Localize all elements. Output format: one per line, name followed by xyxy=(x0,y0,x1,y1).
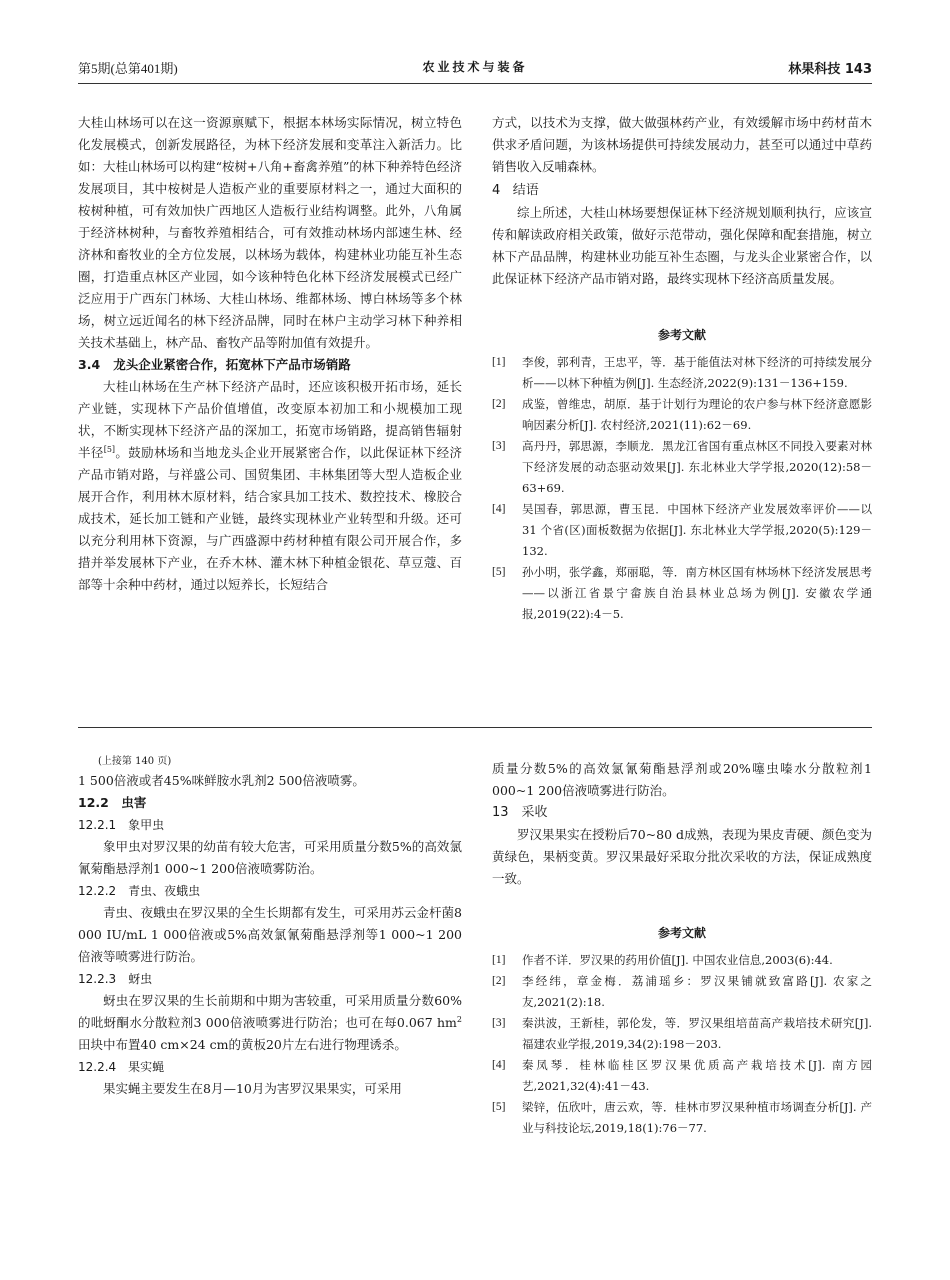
header-rule xyxy=(78,83,872,84)
paragraph: 1 500倍液或者45%咪鲜胺水乳剂2 500倍液喷雾。 xyxy=(78,773,365,788)
paragraph: 综上所述，大桂山林场要想保证林下经济规划顺利执行，应该宣传和解读政府相关政策，做好示范带动，强化保障和配套措施，树立林下产品品牌，构建林业功能互补生态圈，与龙头企业紧密合作，以此保证林下经济产品市销对路，最终实现林下经济高质量发展。 xyxy=(492,205,872,286)
paragraph: 大桂山林场可以在这一资源禀赋下，根据本林场实际情况，树立特色化发展模式，创新发展路径，为林下经济发展和变革注入新活力。比如：大桂山林场可以构建“桉树+八角+畜禽养殖”的林下种养特色经济发展项目，其中桉树是人造板产业的重要原材料之一，通过大面积的桉树种植，可有效加快广西地区人造板行业结构调整。此外，八角属于经济林树种，与畜牧养殖相结合，可有效推动林场内部速生林、经济林和畜牧业的全方位发展，以林场为载体，构建林业功能互补生态圈，打造重点林区产业园，如今该种特色化林下经济发展模式已经广泛应用于广西东门林场、大桂山林场、维都林场、博白林场等多个林场，树立远近闻名的林下经济品牌，同时在林户主动学习林下种养相关技术基础上，林产品、畜牧产品等附加值有效提升。 xyxy=(78,115,462,350)
section-page xyxy=(788,58,872,77)
section-heading-4: 4 结语 xyxy=(492,183,539,198)
top-left-column xyxy=(78,112,462,596)
reference-item: [4] 吴国春，郭思源，曹玉昆．中国林下经济产业发展效率评价——以 31 个省(区)面板数据为依据[J]. 东北林业大学学报,2020(5):129－132. xyxy=(492,502,872,558)
subsection-heading: 12.2.2 青虫、夜蛾虫 xyxy=(78,884,201,898)
section-name: 林果科技 xyxy=(788,62,841,77)
bottom-right-column xyxy=(492,758,872,1139)
reference-item: [5] 孙小明，张学鑫，郑丽聪，等．南方林区国有林场林下经济发展思考——以浙江省景宁畲族自治县林业总场为例[J]. 安徽农学通报,2019(22):4－5. xyxy=(492,565,872,621)
subsection-heading: 12.2.1 象甲虫 xyxy=(78,818,165,832)
paragraph: 蚜虫在罗汉果的生长前期和中期为害较重，可采用质量分数60%的吡蚜酮水分散粒剂3 000倍液喷雾进行防治；也可在每0.067 $hm^2$田块中布置40 cm×24 cm的黄板20片左右进行物理诱杀。 xyxy=(78,993,462,1052)
section-heading-3-4: 3.4 龙头企业紧密合作，拓宽林下产品市场销路 xyxy=(78,357,351,372)
citation: [5] xyxy=(103,444,116,454)
section-heading-13: 13 采收 xyxy=(492,805,548,820)
bottom-left-column xyxy=(78,754,462,1100)
subsection-heading: 12.2.4 果实蝇 xyxy=(78,1060,165,1074)
continued-note: (上接第 140 页) xyxy=(98,756,172,767)
paragraph: 果实蝇主要发生在8月—10月为害罗汉果果实，可采用 xyxy=(103,1081,402,1096)
section-heading-12-2: 12.2 虫害 xyxy=(78,795,147,810)
paragraph: 方式，以技术为支撑，做大做强林药产业，有效缓解市场中药材苗木供求矛盾问题，为该林场提供可持续发展动力，甚至可以通过中草药销售收入反哺森林。 xyxy=(492,115,872,174)
reference-item: [1] 李俊，郭利青，王忠平，等．基于能值法对林下经济的可持续发展分析——以林下种植为例[J]. 生态经济,2022(9):131－136+159. xyxy=(492,355,872,390)
article-divider xyxy=(78,727,872,728)
references-title: 参考文献 xyxy=(657,926,706,940)
reference-item: [1] 作者不详．罗汉果的药用价值[J]. 中国农业信息,2003(6):44. xyxy=(492,953,833,967)
running-header xyxy=(78,58,872,82)
top-right-column xyxy=(492,112,872,625)
references-title: 参考文献 xyxy=(657,328,706,342)
paragraph: 罗汉果果实在授粉后70~80 d成熟，表现为果皮青硬、颜色变为黄绿色，果柄变黄。罗汉果最好采取分批次采收的方法，保证成熟度一致。 xyxy=(492,827,872,886)
reference-item: [4] 秦凤琴．桂林临桂区罗汉果优质高产栽培技术[J]. 南方园艺,2021,32(4):41－43. xyxy=(492,1058,872,1093)
reference-item: [3] 高丹丹，郭思源，李顺龙．黑龙江省国有重点林区不同投入要素对林下经济发展的动态驱动效果[J]. 东北林业大学学报,2020(12):58－63+69. xyxy=(492,439,872,495)
reference-item: [2] 成鉴，曾维忠，胡原．基于计划行为理论的农户参与林下经济意愿影响因素分析[J]. 农村经济,2021(11):62－69. xyxy=(492,397,872,432)
paragraph: 大桂山林场在生产林下经济产品时，还应该积极开拓市场，延长产业链，实现林下产品价值增值，改变原本初加工和小规模加工现状，不断实现林下经济产品的深加工，拓宽市场销路，提高销售辐射半径[5]。鼓励林场和当地龙头企业开展紧密合作，以此保证林下经济产品市销对路，与祥盛公司、国贸集团、丰林集团等大型人造板企业展开合作，利用林木原材料，结合家具加工技术、数控技术、橡胶合成技术，延长加工链和产业链，最终实现林业产业转型和升级。还可以充分利用林下资源，与广西盛源中药材种植有限公司开展合作，多措并举发展林下产业，在乔木林、灌木林下种植金银花、草豆蔻、百部等十余种中药材，通过以短养长，长短结合 xyxy=(78,379,462,592)
paragraph: 质量分数5%的高效氯氰菊酯悬浮剂或20%噻虫嗪水分散粒剂1 000~1 200倍液喷雾进行防治。 xyxy=(492,761,872,798)
paragraph: 象甲虫对罗汉果的幼苗有较大危害，可采用质量分数5%的高效氯氰菊酯悬浮剂1 000~1 200倍液喷雾防治。 xyxy=(78,839,462,876)
reference-list xyxy=(492,950,872,1139)
journal-name: 农业技术与装备 xyxy=(422,60,528,74)
page-number: 143 xyxy=(844,62,872,77)
paragraph: 青虫、夜蛾虫在罗汉果的全生长期都有发生，可采用苏云金杆菌8 000 IU/mL 1 000倍液或5%高效氯氰菊酯悬浮剂等1 000~1 200倍液等喷雾进行防治。 xyxy=(78,905,462,964)
reference-item: [2] 李经纬，章金梅．荔浦瑶乡：罗汉果铺就致富路[J]. 农家之友,2021(2):18. xyxy=(492,974,872,1009)
issue-label: 第5期(总第401期) xyxy=(78,61,178,76)
superscript: 2 xyxy=(456,1014,462,1024)
reference-list xyxy=(492,352,872,625)
subsection-heading: 12.2.3 蚜虫 xyxy=(78,972,153,986)
reference-item: [5] 梁锌，伍欣叶，唐云欢，等．桂林市罗汉果种植市场调查分析[J]. 产业与科技论坛,2019,18(1):76－77. xyxy=(492,1100,872,1135)
reference-item: [3] 秦洪波，王新桂，郭伦发，等．罗汉果组培苗高产栽培技术研究[J]. 福建农业学报,2019,34(2):198－203. xyxy=(492,1016,872,1051)
